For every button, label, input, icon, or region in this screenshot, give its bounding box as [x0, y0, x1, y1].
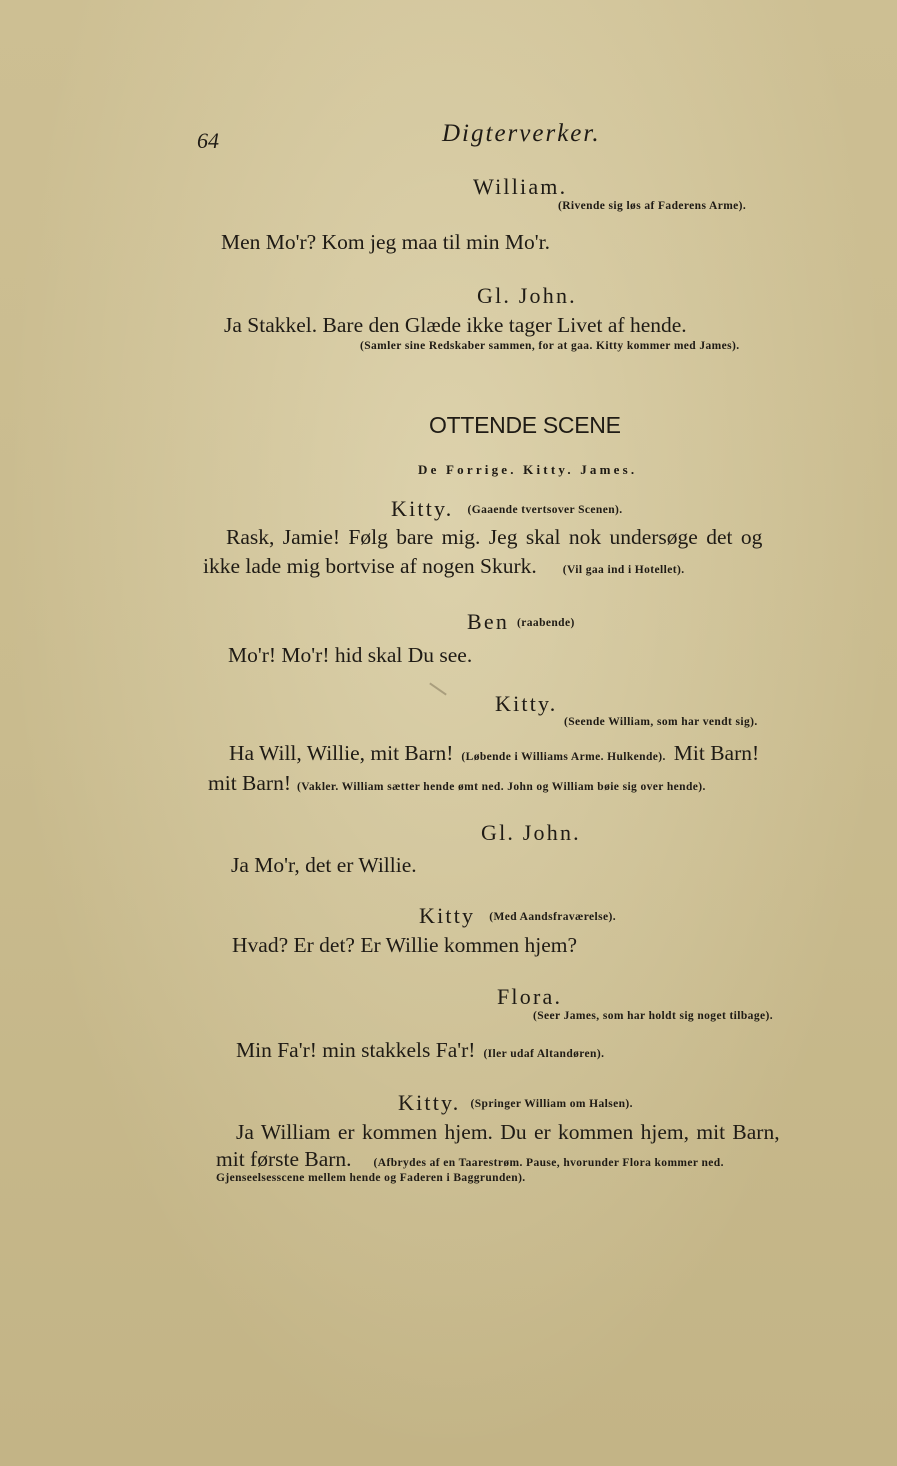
speaker-kitty: Kitty.	[398, 1090, 461, 1115]
speaker-ben: Ben	[467, 609, 510, 634]
stage-direction: (Iler udaf Altandøren).	[483, 1048, 605, 1060]
dialogue-line: mit første Barn.	[216, 1147, 352, 1171]
dialogue-line: Rask, Jamie! Følg bare mig. Jeg skal nok undersøge det og	[226, 525, 763, 549]
stage-direction: (Samler sine Redskaber sammen, for at gaa. Kitty kommer med James).	[360, 340, 740, 352]
stage-direction: (Vakler. William sætter hende ømt ned. John og William bøie sig over hende).	[297, 781, 706, 793]
speaker-kitty: Kitty.	[495, 691, 558, 716]
dialogue-line: Hvad? Er det? Er Willie kommen hjem?	[232, 933, 578, 957]
stage-direction: (raabende)	[517, 617, 575, 629]
stage-direction: (Vil gaa ind i Hotellet).	[562, 564, 685, 576]
speaker-william: William.	[473, 174, 568, 199]
stage-direction: (Gaaende tvertsover Scenen).	[467, 504, 623, 516]
scene-cast: De Forrige. Kitty. James.	[418, 462, 638, 477]
stage-direction: (Løbende i Williams Arme. Hulkende).	[461, 751, 666, 763]
speaker-gl-john: Gl. John.	[477, 283, 577, 308]
dialogue-row	[229, 741, 759, 766]
scene-heading: OTTENDE SCENE	[429, 412, 621, 438]
ink-mark-icon	[429, 682, 447, 695]
stage-direction: (Rivende sig løs af Faderens Arme).	[558, 200, 747, 212]
dialogue-line: Mit Barn!	[673, 741, 760, 765]
dialogue-line: Men Mo'r? Kom jeg maa til min Mo'r.	[221, 230, 551, 254]
speaker-gl-john: Gl. John.	[481, 820, 581, 845]
stage-direction: Gjenseelsesscene mellem hende og Faderen i Baggrunden).	[216, 1172, 526, 1184]
dialogue-row	[203, 554, 684, 579]
dialogue-line: mit Barn!	[208, 771, 291, 795]
dialogue-row	[236, 1038, 604, 1063]
stage-direction: (Med Aandsfraværelse).	[489, 911, 616, 923]
dialogue-row	[216, 1147, 724, 1172]
running-title: Digterverker.	[442, 120, 601, 147]
dialogue-row	[208, 771, 706, 796]
stage-direction: (Seende William, som har vendt sig).	[564, 716, 758, 728]
speaker-flora: Flora.	[497, 984, 563, 1009]
speaker-row	[467, 609, 575, 635]
speaker-row	[391, 496, 623, 522]
dialogue-line: ikke lade mig bortvise af nogen Skurk.	[203, 554, 537, 578]
dialogue-line: Ja Stakkel. Bare den Glæde ikke tager Livet af hende.	[224, 313, 687, 337]
dialogue-line: Mo'r! Mo'r! hid skal Du see.	[228, 643, 473, 667]
speaker-kitty: Kitty.	[391, 496, 454, 521]
speaker-row	[419, 903, 616, 929]
stage-direction: (Afbrydes af en Taarestrøm. Pause, hvorunder Flora kommer ned.	[373, 1157, 724, 1169]
stage-direction: (Seer James, som har holdt sig noget tilbage).	[533, 1010, 773, 1022]
dialogue-line: Ja Mo'r, det er Willie.	[231, 853, 417, 877]
stage-direction: (Springer William om Halsen).	[470, 1098, 633, 1110]
speaker-kitty: Kitty	[419, 903, 476, 928]
speaker-row	[398, 1090, 633, 1116]
dialogue-line: Ja William er kommen hjem. Du er kommen hjem, mit Barn,	[236, 1120, 780, 1144]
page-number: 64	[197, 128, 219, 153]
dialogue-line: Ha Will, Willie, mit Barn!	[229, 741, 454, 765]
dialogue-line: Min Fa'r! min stakkels Fa'r!	[236, 1038, 476, 1062]
